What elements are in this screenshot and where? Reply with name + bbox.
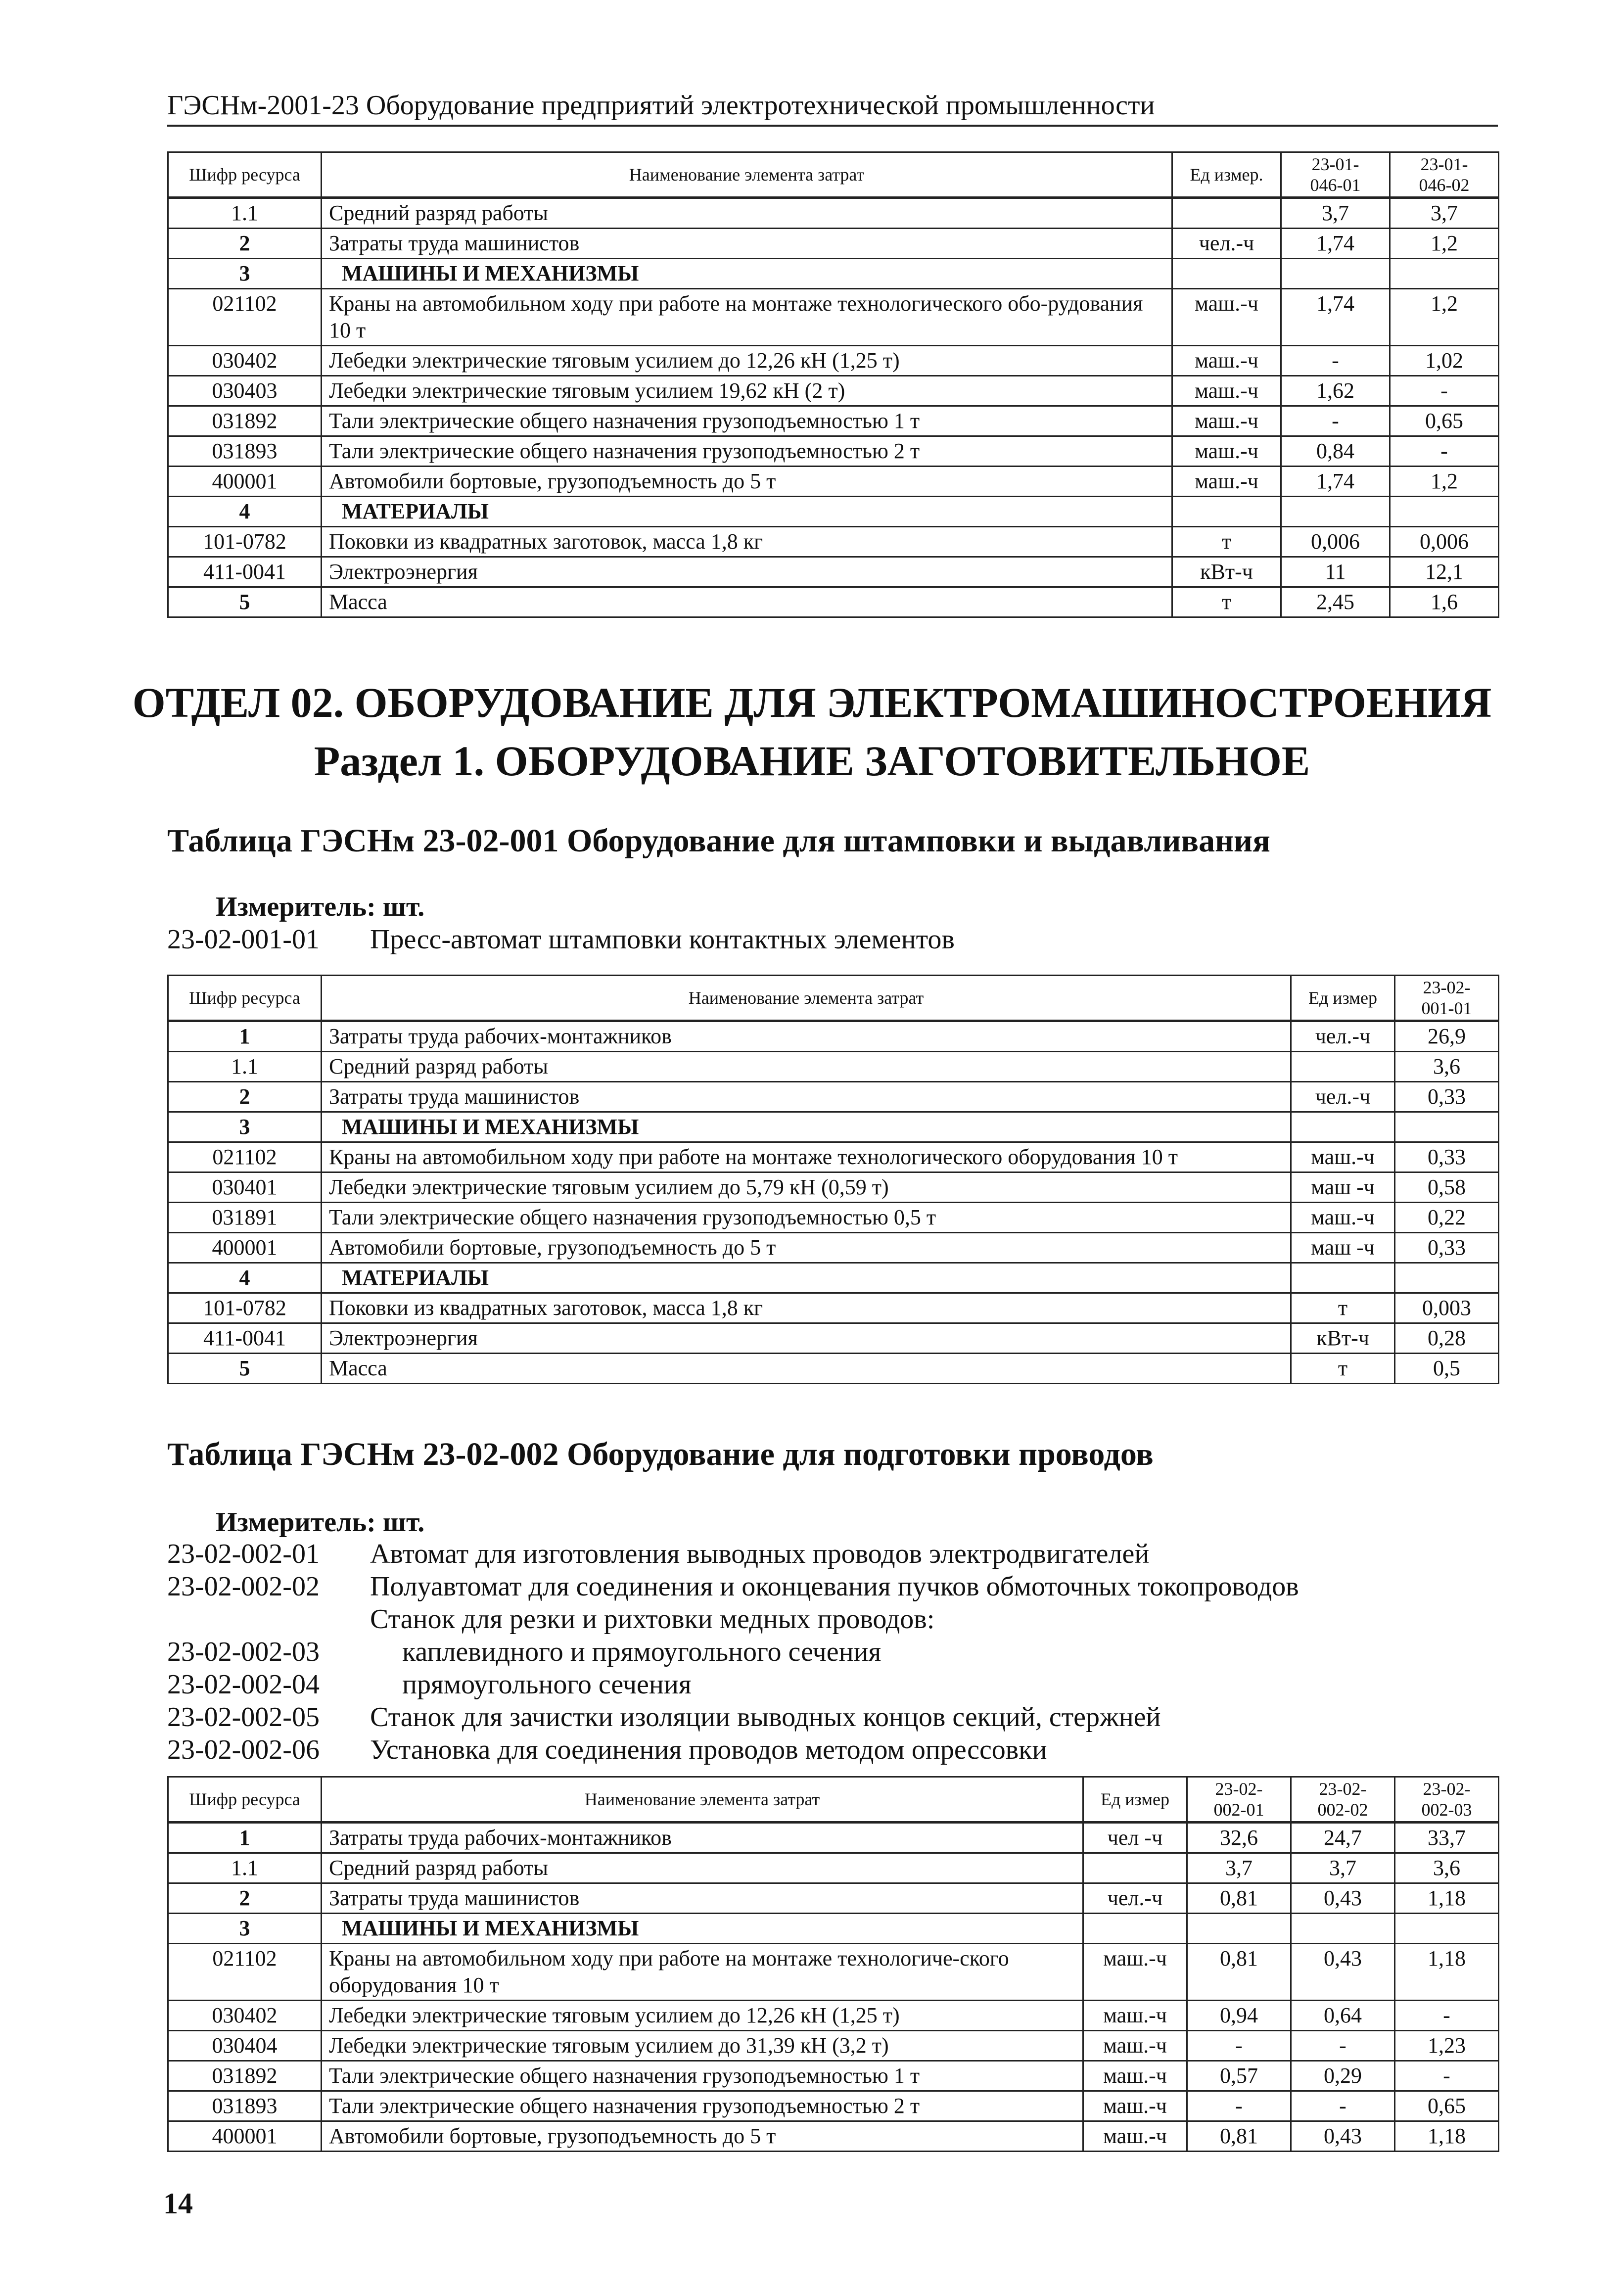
norm-value-cell-1: 3,7 [1187,1853,1291,1883]
table-row [168,1233,1499,1263]
resource-code-cell: 4 [168,1263,322,1293]
norm-value-cell-3: 0,65 [1395,2091,1499,2121]
norm-item-code: 23-02-002-06 [167,1734,320,1765]
header-norm-1: 23-02- 001-01 [1395,976,1499,1021]
norm-value-cell-2: 1,2 [1390,289,1499,346]
table-row [168,1323,1499,1354]
resource-code-cell: 030402 [168,2001,322,2031]
resource-code-cell: 031892 [168,2061,322,2091]
norm-value-cell-1: 1,62 [1281,376,1390,406]
norm-item-line [167,1636,1498,1668]
norm-value-cell-3: 1,23 [1395,2031,1499,2061]
norm-value-cell-1: 0,006 [1281,527,1390,557]
resource-code-cell: 400001 [168,2121,322,2152]
unit-cell: маш.-ч [1083,2121,1187,2152]
table-section-row [168,259,1499,289]
table-row [168,289,1499,346]
cost-element-cell: Затраты труда машинистов [322,1082,1291,1112]
header-norm-2: 23-01- 046-02 [1390,152,1499,198]
resource-code-cell: 021102 [168,289,322,346]
unit-cell: т [1291,1354,1395,1384]
norm-value-cell-3: 1,18 [1395,1944,1499,2001]
norm-item-code: 23-02-002-01 [167,1539,320,1569]
norm-value-cell-3: 1,18 [1395,1883,1499,1914]
cost-element-cell: Электроэнергия [322,1323,1291,1354]
cost-element-cell: Лебедки электрические тяговым усилием 19,62 кН (2 т) [322,376,1172,406]
header-norm-1: 23-01- 046-01 [1281,152,1390,198]
norm-value-cell-1: 2,45 [1281,587,1390,617]
table-row [168,1944,1499,2001]
table-row [168,2031,1499,2061]
resource-code-cell: 5 [168,587,322,617]
cost-element-cell: Масса [322,587,1172,617]
table-row [168,1853,1499,1883]
norm-value-cell-1: 0,003 [1395,1293,1499,1323]
norm-item-text: Автомат для изготовления выводных проводов электродвигателей [370,1539,1150,1569]
table-row [168,1142,1499,1172]
table-row [168,436,1499,467]
norm-item-code: 23-02-002-05 [167,1702,320,1733]
cost-element-cell: Лебедки электрические тяговым усилием до 31,39 кН (3,2 т) [322,2031,1083,2061]
unit-cell: т [1172,527,1281,557]
resource-code-cell: 2 [168,1883,322,1914]
table-row [168,1203,1499,1233]
norm-value-cell-2: 0,006 [1390,527,1499,557]
header-resource-code: Шифр ресурса [168,152,322,198]
norm-value-cell-1: 0,33 [1395,1082,1499,1112]
norm-value-cell-2: 24,7 [1291,1823,1395,1853]
table-row [168,2061,1499,2091]
table-section-row [168,1914,1499,1944]
resource-code-cell: 400001 [168,467,322,497]
resource-code-cell: 030401 [168,1172,322,1203]
norm-value-cell-2: 12,1 [1390,557,1499,587]
unit-cell: маш.-ч [1083,2091,1187,2121]
resource-code-cell: 5 [168,1354,322,1384]
norm-value-cell-1: - [1187,2031,1291,2061]
table-row [168,229,1499,259]
norm-value-cell-3: - [1395,2061,1499,2091]
resource-code-cell: 030404 [168,2031,322,2061]
norm-value-cell-1: 0,94 [1187,2001,1291,2031]
cost-element-cell: Средний разряд работы [322,1853,1083,1883]
resource-code-cell: 101-0782 [168,1293,322,1323]
norm-item-line [167,923,1498,956]
norm-value-cell-3: 1,18 [1395,2121,1499,2152]
table-row [168,527,1499,557]
norm-value-cell-2: 0,43 [1291,1944,1395,2001]
unit-cell: маш.-ч [1291,1203,1395,1233]
table-row [168,346,1499,376]
unit-cell: маш.-ч [1172,376,1281,406]
unit-cell: маш -ч [1291,1233,1395,1263]
unit-cell: маш.-ч [1172,406,1281,436]
unit-cell [1083,1853,1187,1883]
cost-element-cell: Поковки из квадратных заготовок, масса 1,8 кг [322,1293,1291,1323]
table-header-row [168,976,1499,1021]
resource-code-cell: 400001 [168,1233,322,1263]
cost-element-cell: Тали электрические общего назначения грузоподъемностью 2 т [322,2091,1083,2121]
cost-table-23-02-002 [167,1776,1499,2152]
norm-value-cell-1: 3,6 [1395,1052,1499,1082]
norm-item-line [167,1603,1498,1636]
table-row [168,587,1499,617]
measure-label: Измеритель: [216,891,376,922]
norm-value-cell-1: 1,74 [1281,467,1390,497]
cost-element-cell: Краны на автомобильном ходу при работе на монтаже технологического оборудования 10 т [322,1142,1291,1172]
table-row [168,557,1499,587]
norm-value-cell-2: 1,2 [1390,229,1499,259]
cost-element-cell: Автомобили бортовые, грузоподъемность до 5 т [322,1233,1291,1263]
norm-item-text: прямоугольного сечения [402,1669,692,1700]
header-unit: Ед измер [1291,976,1395,1021]
norm-value-cell-3: 3,6 [1395,1853,1499,1883]
norm-value-cell-2: - [1291,2091,1395,2121]
norm-value-cell-1: 0,28 [1395,1323,1499,1354]
unit-cell [1172,198,1281,229]
resource-code-cell: 1 [168,1823,322,1853]
table-row [168,376,1499,406]
resource-code-cell: 101-0782 [168,527,322,557]
norm-value-cell-2: 1,2 [1390,467,1499,497]
table-row [168,1823,1499,1853]
norm-item-text: Полуавтомат для соединения и оконцевания пучков обмоточных токопроводов [370,1571,1299,1602]
header-cost-element: Наименование элемента затрат [322,1777,1083,1823]
norm-item-line [167,1668,1498,1701]
unit-cell [1291,1112,1395,1142]
norm-item-line [167,1701,1498,1734]
header-unit: Ед измер [1083,1777,1187,1823]
table-row [168,1021,1499,1052]
unit-cell: маш -ч [1291,1172,1395,1203]
resource-code-cell: 031892 [168,406,322,436]
resource-code-cell: 3 [168,259,322,289]
norm-value-cell-1 [1281,259,1390,289]
unit-cell: кВт-ч [1291,1323,1395,1354]
norm-value-cell-1: 32,6 [1187,1823,1291,1853]
cost-element-cell: Лебедки электрические тяговым усилием до 12,26 кН (1,25 т) [322,2001,1083,2031]
norm-value-cell-3: - [1395,2001,1499,2031]
cost-element-cell: Затраты труда машинистов [322,1883,1083,1914]
resource-code-cell: 1.1 [168,1853,322,1883]
norm-value-cell-2: 0,29 [1291,2061,1395,2091]
resource-code-cell: 021102 [168,1944,322,2001]
table-title-23-02-001: Таблица ГЭСНм 23-02-001 Оборудование для штамповки и выдавливания [167,823,1270,859]
cost-element-cell: Затраты труда машинистов [322,229,1172,259]
norm-value-cell-1: 1,74 [1281,229,1390,259]
unit-cell: т [1291,1293,1395,1323]
unit-cell: маш.-ч [1083,2061,1187,2091]
measure-unit: шт. [382,1507,425,1538]
resource-code-cell: 1 [168,1021,322,1052]
norm-value-cell-1: 0,84 [1281,436,1390,467]
table-row [168,1354,1499,1384]
department-heading: ОТДЕЛ 02. ОБОРУДОВАНИЕ ДЛЯ ЭЛЕКТРОМАШИНОСТРОЕНИЯ [132,679,1492,726]
norm-value-cell-1: 1,74 [1281,289,1390,346]
page-number: 14 [163,2187,193,2220]
table-row [168,1883,1499,1914]
cost-element-cell: Краны на автомобильном ходу при работе на монтаже технологиче-ского оборудования 10 т [322,1944,1083,2001]
norm-value-cell-1: 0,58 [1395,1172,1499,1203]
table-title-23-02-002: Таблица ГЭСНм 23-02-002 Оборудование для подготовки проводов [167,1436,1154,1472]
header-norm-3: 23-02- 002-03 [1395,1777,1499,1823]
cost-element-cell: Лебедки электрические тяговым усилием до 12,26 кН (1,25 т) [322,346,1172,376]
norm-value-cell-2: 0,65 [1390,406,1499,436]
resource-code-cell: 411-0041 [168,1323,322,1354]
norm-value-cell-1: 0,5 [1395,1354,1499,1384]
table-row [168,467,1499,497]
table-header-row [168,152,1499,198]
cost-element-cell: Затраты труда рабочих-монтажников [322,1021,1291,1052]
cost-element-cell: Средний разряд работы [322,198,1172,229]
cost-element-cell: Тали электрические общего назначения грузоподъемностью 1 т [322,406,1172,436]
cost-element-cell: МАШИНЫ И МЕХАНИЗМЫ [322,1112,1291,1142]
norm-item-code: 23-02-002-04 [167,1669,320,1700]
unit-cell: маш.-ч [1172,346,1281,376]
unit-cell: т [1172,587,1281,617]
resource-code-cell: 1.1 [168,1052,322,1082]
header-resource-code: Шифр ресурса [168,976,322,1021]
cost-element-cell: МАШИНЫ И МЕХАНИЗМЫ [322,1914,1083,1944]
norm-value-cell-2: - [1390,436,1499,467]
cost-element-cell: Тали электрические общего назначения грузоподъемностью 0,5 т [322,1203,1291,1233]
resource-code-cell: 030402 [168,346,322,376]
norm-item-text: Станок для зачистки изоляции выводных концов секций, стержней [370,1702,1161,1733]
norm-item-line [167,1570,1498,1603]
norm-item-code: 23-02-002-03 [167,1637,320,1667]
norm-value-cell-2: - [1390,376,1499,406]
norm-value-cell-1: 26,9 [1395,1021,1499,1052]
unit-cell [1291,1052,1395,1082]
norm-value-cell-2: 1,6 [1390,587,1499,617]
cost-element-cell: Поковки из квадратных заготовок, масса 1,8 кг [322,527,1172,557]
norm-value-cell-2: 3,7 [1390,198,1499,229]
unit-cell: маш.-ч [1172,436,1281,467]
cost-element-cell: Лебедки электрические тяговым усилием до 5,79 кН (0,59 т) [322,1172,1291,1203]
table-row [168,1293,1499,1323]
norm-value-cell-1 [1187,1914,1291,1944]
norm-value-cell-1: 0,81 [1187,2121,1291,2152]
norm-value-cell-1: 0,57 [1187,2061,1291,2091]
norm-value-cell-2: 0,64 [1291,2001,1395,2031]
table-row [168,1172,1499,1203]
table-row [168,2091,1499,2121]
table-section-row [168,1263,1499,1293]
unit-cell [1172,259,1281,289]
norm-value-cell-2: 0,43 [1291,1883,1395,1914]
cost-element-cell: МАШИНЫ И МЕХАНИЗМЫ [322,259,1172,289]
norm-value-cell-1: - [1281,406,1390,436]
norm-value-cell-2 [1390,497,1499,527]
resource-code-cell: 1.1 [168,198,322,229]
table-row [168,2001,1499,2031]
unit-cell: маш.-ч [1172,289,1281,346]
norm-item-line [167,1734,1498,1766]
unit-cell: чел.-ч [1083,1883,1187,1914]
header-norm-1: 23-02- 002-01 [1187,1777,1291,1823]
resource-code-cell: 3 [168,1112,322,1142]
cost-element-cell: Тали электрические общего назначения грузоподъемностью 2 т [322,436,1172,467]
cost-element-cell: МАТЕРИАЛЫ [322,1263,1291,1293]
resource-code-cell: 030403 [168,376,322,406]
norm-value-cell-3: 33,7 [1395,1823,1499,1853]
norm-value-cell-1: 0,33 [1395,1142,1499,1172]
norm-value-cell-1: 11 [1281,557,1390,587]
norm-value-cell-2: 0,43 [1291,2121,1395,2152]
norm-value-cell-3 [1395,1914,1499,1944]
norm-value-cell-1 [1281,497,1390,527]
unit-cell [1291,1263,1395,1293]
resource-code-cell: 021102 [168,1142,322,1172]
table-row [168,1052,1499,1082]
table-section-row [168,497,1499,527]
cost-element-cell: Тали электрические общего назначения грузоподъемностью 1 т [322,2061,1083,2091]
table-row [168,406,1499,436]
norm-value-cell-2: 1,02 [1390,346,1499,376]
norm-value-cell-2: 3,7 [1291,1853,1395,1883]
norm-value-cell-1 [1395,1263,1499,1293]
running-head: ГЭСНм-2001-23 Оборудование предприятий электротехнической промышленности [167,88,1498,127]
norm-item-text: Установка для соединения проводов методом опрессовки [370,1734,1047,1765]
unit-cell: кВт-ч [1172,557,1281,587]
norm-value-cell-2: - [1291,2031,1395,2061]
unit-cell: чел.-ч [1291,1021,1395,1052]
unit-cell: маш.-ч [1291,1142,1395,1172]
resource-code-cell: 4 [168,497,322,527]
header-cost-element: Наименование элемента затрат [322,152,1172,198]
unit-cell [1083,1914,1187,1944]
cost-element-cell: Масса [322,1354,1291,1384]
norm-item-code: 23-02-002-02 [167,1571,320,1602]
norm-value-cell-2 [1390,259,1499,289]
resource-code-cell: 031891 [168,1203,322,1233]
cost-element-cell: Средний разряд работы [322,1052,1291,1082]
table-row [168,2121,1499,2152]
cost-element-cell: Краны на автомобильном ходу при работе на монтаже технологического обо-рудования 10 т [322,289,1172,346]
unit-cell: чел -ч [1083,1823,1187,1853]
resource-code-cell: 2 [168,1082,322,1112]
unit-cell: маш.-ч [1083,1944,1187,2001]
norm-value-cell-1: 3,7 [1281,198,1390,229]
measure-line [216,890,424,923]
cost-element-cell: Автомобили бортовые, грузоподъемность до 5 т [322,2121,1083,2152]
norm-value-cell-1: 0,22 [1395,1203,1499,1233]
norm-item-list [167,1538,1498,1766]
header-cost-element: Наименование элемента затрат [322,976,1291,1021]
norm-value-cell-2 [1291,1914,1395,1944]
norm-item-code: 23-02-001-01 [167,924,320,955]
cost-element-cell: Автомобили бортовые, грузоподъемность до 5 т [322,467,1172,497]
norm-item-line [167,1538,1498,1570]
header-norm-2: 23-02- 002-02 [1291,1777,1395,1823]
table-section-row [168,1112,1499,1142]
header-resource-code: Шифр ресурса [168,1777,322,1823]
measure-unit: шт. [382,891,425,922]
section-heading: Раздел 1. ОБОРУДОВАНИЕ ЗАГОТОВИТЕЛЬНОЕ [314,737,1310,785]
cost-table-23-02-001 [167,975,1499,1384]
resource-code-cell: 3 [168,1914,322,1944]
cost-element-cell: Электроэнергия [322,557,1172,587]
measure-line [216,1506,424,1539]
header-unit: Ед измер. [1172,152,1281,198]
unit-cell: чел.-ч [1291,1082,1395,1112]
norm-value-cell-1 [1395,1112,1499,1142]
unit-cell: чел.-ч [1172,229,1281,259]
norm-value-cell-1: 0,33 [1395,1233,1499,1263]
norm-value-cell-1: 0,81 [1187,1883,1291,1914]
norm-value-cell-1: - [1187,2091,1291,2121]
unit-cell [1172,497,1281,527]
resource-code-cell: 411-0041 [168,557,322,587]
unit-cell: маш.-ч [1083,2031,1187,2061]
cost-element-cell: МАТЕРИАЛЫ [322,497,1172,527]
norm-item-text: каплевидного и прямоугольного сечения [402,1637,882,1667]
norm-item-text: Пресс-автомат штамповки контактных элементов [370,924,955,955]
cost-element-cell: Затраты труда рабочих-монтажников [322,1823,1083,1853]
table-row [168,198,1499,229]
norm-value-cell-1: - [1281,346,1390,376]
norm-value-cell-1: 0,81 [1187,1944,1291,2001]
resource-code-cell: 031893 [168,436,322,467]
norm-item-text: Станок для резки и рихтовки медных проводов: [370,1604,935,1635]
resource-code-cell: 031893 [168,2091,322,2121]
table-row [168,1082,1499,1112]
unit-cell: маш.-ч [1172,467,1281,497]
resource-code-cell: 2 [168,229,322,259]
table-header-row [168,1777,1499,1823]
unit-cell: маш.-ч [1083,2001,1187,2031]
cost-table-23-01-046 [167,151,1499,618]
measure-label: Измеритель: [216,1507,376,1538]
